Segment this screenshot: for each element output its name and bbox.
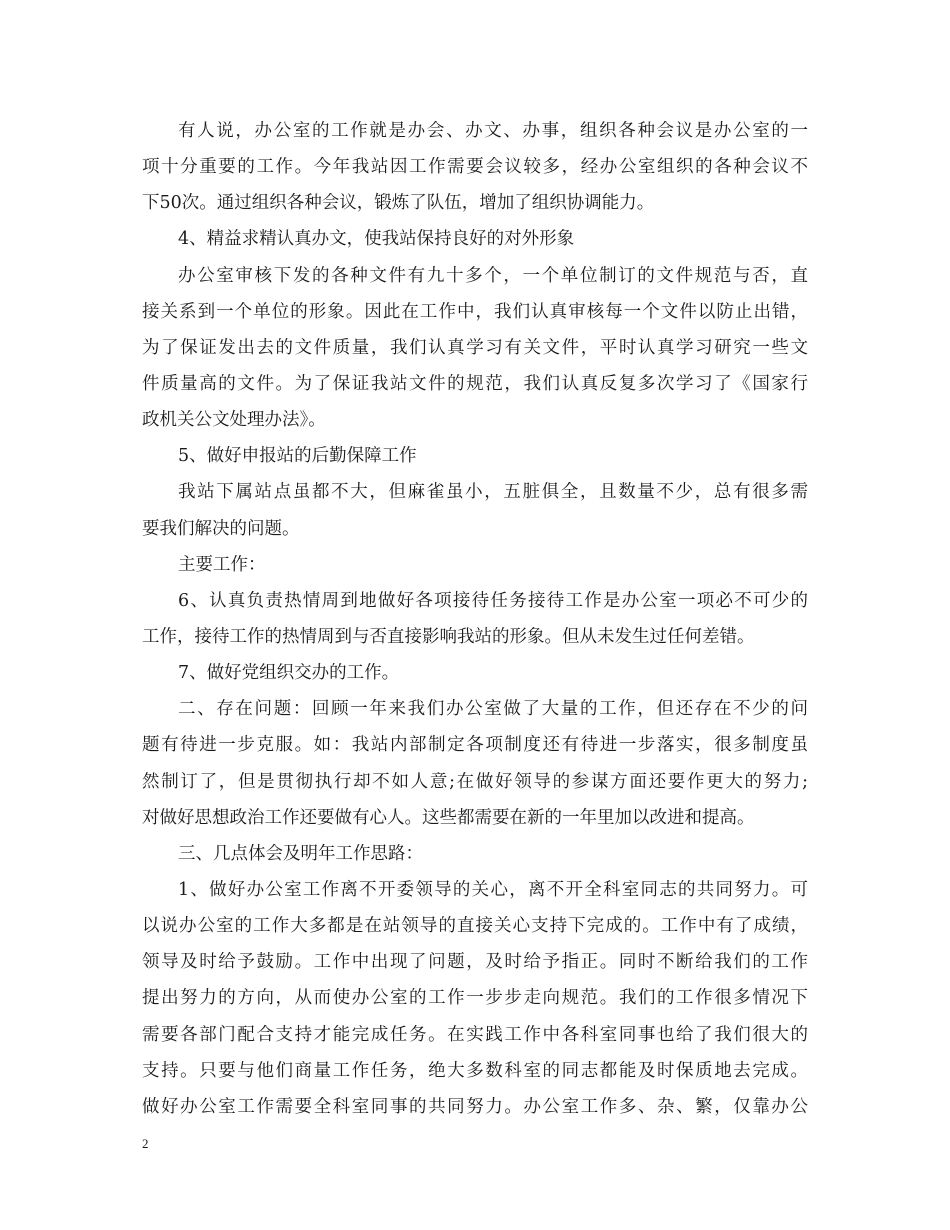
paragraph-line: 我站下属站点虽都不大，但麻雀虽小，五脏俱全，且数量不少，总有很多需 bbox=[178, 482, 808, 503]
paragraph-line: 做好办公室工作需要全科室同事的共同努力。办公室工作多、杂、繁，仅靠办公 bbox=[142, 1096, 808, 1117]
paragraph-line: 6、认真负责热情周到地做好各项接待任务接待工作是办公室一项必不可少的 bbox=[178, 590, 808, 611]
paragraph-line: 提出努力的方向，从而使办公室的工作一步步走向规范。我们的工作很多情况下 bbox=[142, 988, 808, 1009]
paragraph-line: 项十分重要的工作。今年我站因工作需要会议较多，经办公室组织的各种会议不 bbox=[142, 157, 808, 178]
paragraph-line: 领导及时给予鼓励。工作中出现了问题，及时给予指正。同时不断给我们的工作 bbox=[142, 952, 808, 973]
paragraph-line: 1、做好办公室工作离不开委领导的关心，离不开全科室同志的共同努力。可 bbox=[178, 879, 808, 900]
paragraph-line: 办公室审核下发的各种文件有九十多个，一个单位制订的文件规范与否，直 bbox=[178, 265, 808, 286]
paragraph-line: 支持。只要与他们商量工作任务，绝大多数科室的同志都能及时保质地去完成。 bbox=[142, 1060, 808, 1081]
paragraph-line: 二、存在问题：回顾一年来我们办公室做了大量的工作，但还存在不少的问 bbox=[178, 699, 808, 720]
paragraph-line: 接关系到一个单位的形象。因此在工作中，我们认真审核每一个文件以防止出错， bbox=[142, 301, 808, 322]
document-body bbox=[142, 113, 808, 1125]
paragraph-line: 为了保证发出去的文件质量，我们认真学习有关文件，平时认真学习研究一些文 bbox=[142, 337, 808, 358]
paragraph-line: 然制订了，但是贯彻执行却不如人意;在做好领导的参谋方面还要作更大的努力; bbox=[142, 771, 808, 792]
paragraph-line: 件质量高的文件。为了保证我站文件的规范，我们认真反复多次学习了《国家行 bbox=[142, 373, 808, 394]
paragraph-line: 对做好思想政治工作还要做有心人。这些都需要在新的一年里加以改进和提高。 bbox=[142, 807, 755, 828]
section-heading: 7、做好党组织交办的工作。 bbox=[178, 663, 400, 684]
paragraph-line: 要我们解决的问题。 bbox=[142, 518, 300, 539]
paragraph-line: 以说办公室的工作大多都是在站领导的直接关心支持下完成的。工作中有了成绩， bbox=[142, 916, 808, 937]
paragraph-line: 工作，接待工作的热情周到与否直接影响我站的形象。但从未发生过任何差错。 bbox=[142, 626, 755, 647]
paragraph-line: 需要各部门配合支持才能完成任务。在实践工作中各科室同事也给了我们很大的 bbox=[142, 1024, 808, 1045]
paragraph-line: 政机关公文处理办法》。 bbox=[142, 410, 326, 431]
paragraph-line: 下50次。通过组织各种会议，锻炼了队伍，增加了组织协调能力。 bbox=[142, 193, 655, 214]
paragraph-line: 题有待进一步克服。如：我站内部制定各项制度还有待进一步落实，很多制度虽 bbox=[142, 735, 808, 756]
section-heading: 5、做好申报站的后勤保障工作 bbox=[178, 446, 417, 467]
section-heading: 4、精益求精认真办文，使我站保持良好的对外形象 bbox=[178, 229, 575, 250]
page-number: 2 bbox=[142, 1136, 149, 1151]
section-heading: 主要工作： bbox=[178, 554, 266, 575]
section-heading: 三、几点体会及明年工作思路： bbox=[178, 843, 423, 864]
paragraph-line: 有人说，办公室的工作就是办会、办文、办事，组织各种会议是办公室的一 bbox=[178, 121, 808, 141]
